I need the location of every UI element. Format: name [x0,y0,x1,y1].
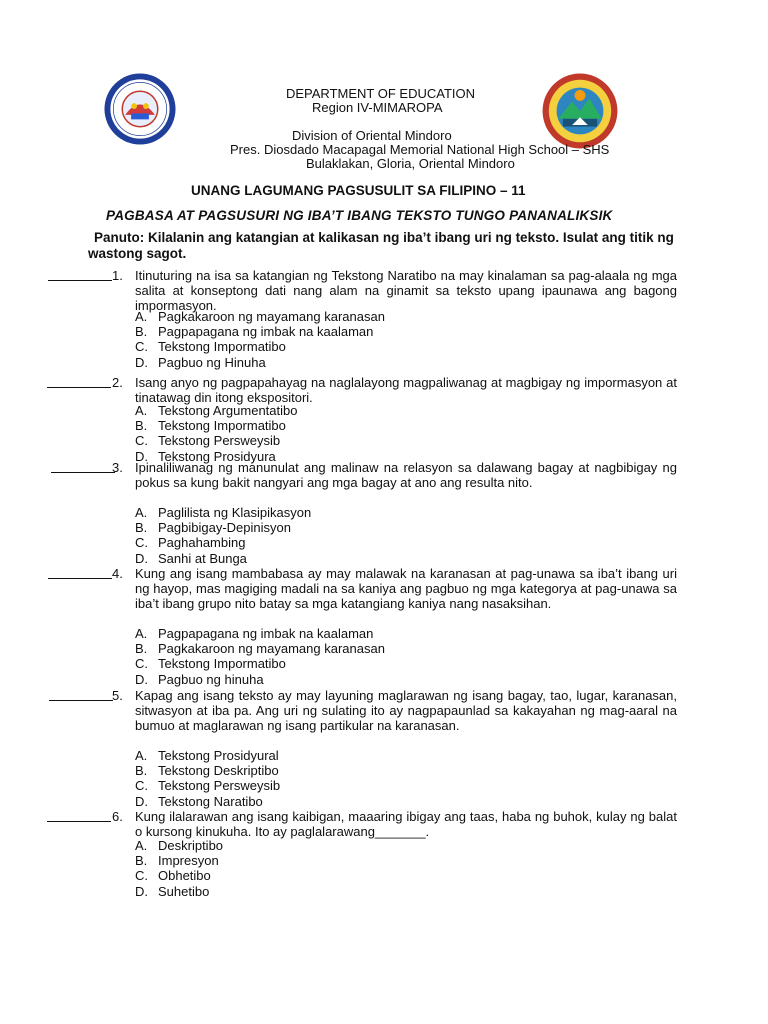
directions: Panuto: Kilalanin ang katangian at kalikasan ng iba’t ibang uri ng teksto. Isulat ang titik ng wastong sagot. [88,230,674,261]
question-number: 2. [112,375,123,390]
choice-list [135,626,385,687]
choice-list [135,505,311,566]
answer-blank[interactable] [47,809,111,822]
choice-list [135,748,280,809]
question-stem: Ipinaliliwanag ng manunulat ang malinaw na relasyon sa dalawang bagay at nagbibigay ng pokus sa kung bakit nangyari ang mga bagay at ano ang resulta nito. [135,460,677,491]
choice-item[interactable]: C. Tekstong Persweysib [135,778,281,794]
region-name: Region IV-MIMAROPA [312,100,443,115]
exam-title: UNANG LAGUMANG PAGSUSULIT SA FILIPINO – 11 [191,183,526,198]
choice-item[interactable]: B. Pagkakaroon ng mayamang karanasan [135,641,385,657]
choice-item[interactable]: D. Pagbuo ng Hinuha [135,354,266,370]
answer-blank[interactable] [49,688,113,701]
answer-blank[interactable] [47,375,111,388]
choice-item[interactable]: B. Impresyon [135,853,219,869]
choice-list [135,309,385,370]
question-stem: Itinuturing na isa sa katangian ng Tekstong Naratibo na may kinalaman sa pag-alaala ng mga salita at konseptong dati nang alam na ginamit sa teksto upang ipaunawa ang bagong impormasyon. [135,268,677,314]
choice-list [135,403,297,464]
question-number: 4. [112,566,123,581]
question-number: 3. [112,460,123,475]
school-name: Pres. Diosdado Macapagal Memorial National High School – SHS [230,142,610,157]
question-stem: Kung ilalarawan ang isang kaibigan, maaaring ibigay ang taas, haba ng buhok, kulay ng balat o kursong kinukuha. Ito ay paglalarawang_______. [135,809,677,840]
answer-blank[interactable] [48,566,112,579]
choice-item[interactable]: A. Deskriptibo [135,838,224,853]
division-seal-right [541,72,619,150]
exam-subtitle: PAGBASA AT PAGSUSURI NG IBA’T IBANG TEKSTO TUNGO PANANALIKSIK [106,208,613,223]
choice-item[interactable]: C. Tekstong Impormatibo [135,656,286,672]
choice-item[interactable]: D. Sanhi at Bunga [135,550,247,566]
answer-blank[interactable] [51,460,115,473]
school-seal-left [103,72,177,146]
choice-item[interactable]: D. Tekstong Prosidyura [135,448,276,464]
choice-item[interactable]: C. Tekstong Impormatibo [135,339,286,355]
question-stem: Isang anyo ng pagpapahayag na naglalayong magpaliwanag at magbigay ng impormasyon at tinatawag din itong ekspositori. [135,375,677,406]
choice-item[interactable]: B. Tekstong Deskriptibo [135,763,279,779]
choice-item[interactable]: B. Tekstong Impormatibo [135,418,286,434]
choice-item[interactable]: A. Pagkakaroon ng mayamang karanasan [135,309,385,324]
choice-item[interactable]: D. Suhetibo [135,883,210,899]
choice-item[interactable]: C. Paghahambing [135,535,246,551]
choice-item[interactable]: D. Pagbuo ng hinuha [135,671,264,687]
choice-item[interactable]: B. Pagbibigay-Depinisyon [135,520,291,536]
question-stem: Kung ang isang mambabasa ay may malawak na karanasan at pag-unawa sa iba’t ibang uri ng hayop, mas magiging madali na sa kaniya ang pagbuo ng mga kategorya at pag-unawa sa iba’t ibang grupo nito batay sa mga katangiang kaniya nang nasaksihan. [135,566,677,612]
choice-item[interactable]: D. Tekstong Naratibo [135,793,263,809]
question-stem: Kapag ang isang teksto ay may layuning maglarawan ng isang bagay, tao, lugar, karanasan, sitwasyon at iba pa. Ang uri ng sulating ito ay nagpapaunlad sa kakayahan ng mag-aaral na bumuo at maglarawan ng isang partikular na karanasan. [135,688,677,734]
choice-item[interactable]: A. Tekstong Prosidyural [135,748,279,763]
question-number: 1. [112,268,123,283]
question-number: 6. [112,809,123,824]
choice-item[interactable]: A. Pagpapagana ng imbak na kaalaman [135,626,374,641]
department-name: DEPARTMENT OF EDUCATION [286,86,475,101]
choice-item[interactable]: C. Obhetibo [135,868,211,884]
question-number: 5. [112,688,123,703]
choice-item[interactable]: A. Paglilista ng Klasipikasyon [135,505,312,520]
school-address: Bulaklakan, Gloria, Oriental Mindoro [306,156,515,171]
answer-blank[interactable] [48,268,112,281]
choice-item[interactable]: C. Tekstong Persweysib [135,433,281,449]
division-name: Division of Oriental Mindoro [292,128,452,143]
choice-list [135,838,223,899]
choice-item[interactable]: A. Tekstong Argumentatibo [135,403,298,418]
choice-item[interactable]: B. Pagpapagana ng imbak na kaalaman [135,324,374,340]
